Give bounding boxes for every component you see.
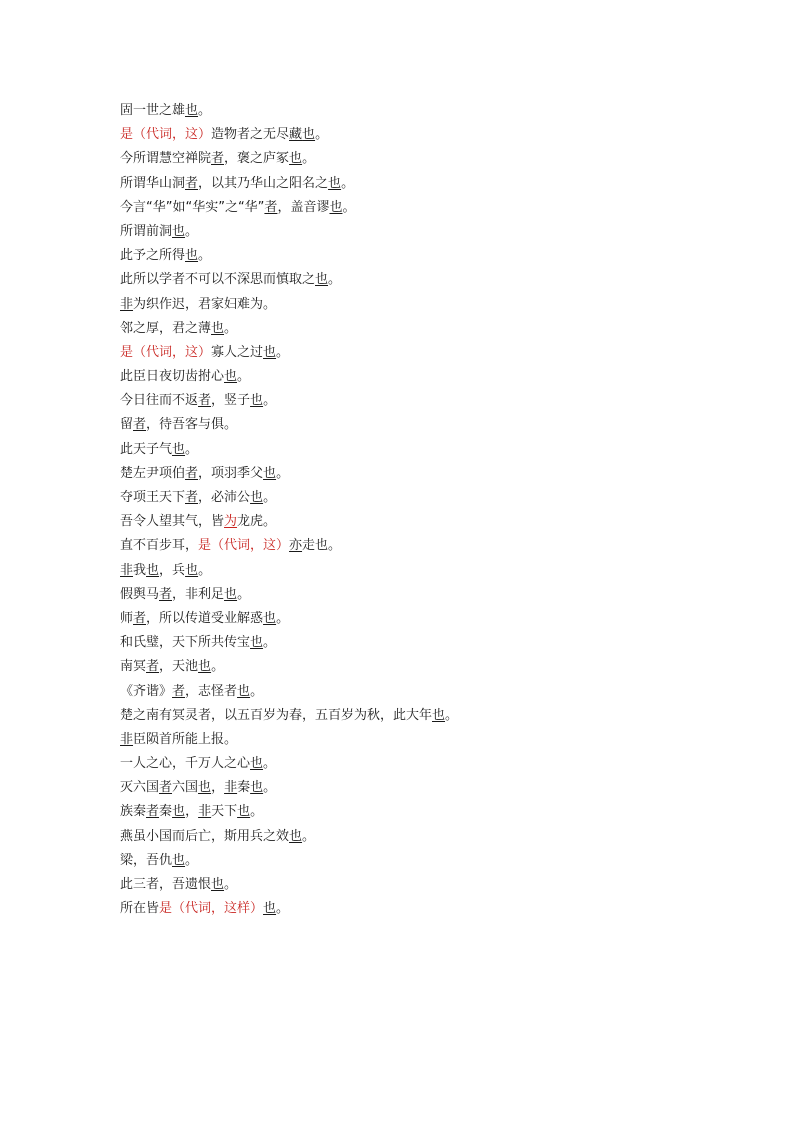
underlined-word: 也 — [237, 683, 251, 699]
sentence-text: 。 — [341, 175, 355, 191]
underlined-word: 也 — [250, 756, 264, 772]
sentence-text: 。 — [224, 877, 238, 892]
sentence-line — [120, 873, 458, 897]
underlined-word: 也 — [329, 199, 343, 215]
sentence-line — [120, 825, 458, 849]
sentence-text: 此三者，吾遗恨 — [120, 877, 212, 892]
underlined-word: 也 — [237, 804, 251, 820]
sentence-line — [120, 583, 458, 607]
underlined-word: 也 — [198, 780, 212, 796]
sentence-text: 楚左尹项伯 — [120, 465, 186, 481]
sentence-line — [120, 776, 458, 800]
sentence-line — [120, 849, 458, 873]
underlined-word: 非 — [224, 780, 238, 796]
underlined-word: 也 — [172, 804, 186, 820]
sentence-text: 。 — [263, 756, 277, 772]
sentence-text: 所谓华山洞 — [120, 175, 186, 191]
underlined-word: 者 — [146, 804, 160, 820]
underlined-word: 非 — [120, 562, 134, 578]
sentence-line — [120, 607, 458, 631]
sentence-text: 留 — [120, 417, 134, 433]
sentence-text: 师 — [120, 610, 134, 626]
annotation-text: 是（代词，这） — [120, 127, 212, 143]
sentence-line — [120, 510, 458, 534]
underlined-word: 也 — [432, 707, 446, 723]
annotation-text: 是（代词，这） — [198, 538, 290, 554]
sentence-text: 为织作迟，君家妇难为。 — [133, 296, 277, 312]
sentence-text: 。 — [250, 804, 264, 820]
underlined-word: 也 — [185, 248, 199, 264]
sentence-text: ，盖音谬 — [277, 199, 330, 215]
sentence-line — [120, 317, 458, 341]
sentence-text: 。 — [237, 369, 251, 385]
sentence-text: ，以其乃华山之阳名之 — [198, 175, 329, 191]
annotation-text: 为 — [224, 514, 238, 530]
sentence-line — [120, 486, 458, 510]
sentence-line — [120, 268, 458, 292]
sentence-line — [120, 220, 458, 244]
underlined-word: 者 — [198, 393, 212, 409]
sentence-text: 。 — [237, 586, 251, 602]
sentence-line — [120, 534, 458, 558]
underlined-word: 也 — [185, 103, 199, 118]
underlined-word: 亦 — [289, 538, 303, 554]
sentence-line — [120, 897, 458, 921]
sentence-text: 。 — [263, 780, 277, 796]
sentence-line — [120, 244, 458, 268]
sentence-text: ，兵 — [159, 562, 186, 578]
sentence-text: 。 — [276, 465, 290, 481]
underlined-word: 也 — [250, 490, 264, 505]
underlined-word: 也 — [146, 562, 160, 578]
underlined-word: 也 — [289, 828, 303, 844]
underlined-word: 也 — [302, 127, 316, 143]
sentence-text: 。 — [198, 103, 212, 118]
sentence-text: 秦 — [237, 780, 251, 796]
sentence-text: 。 — [185, 852, 199, 868]
sentence-text: ，项羽季父 — [198, 465, 264, 481]
sentence-text: 今所谓慧空禅院 — [120, 151, 212, 167]
sentence-text: 。 — [185, 223, 199, 239]
sentence-line — [120, 365, 458, 389]
sentence-line — [120, 559, 458, 583]
sentence-text: 天下 — [211, 804, 238, 820]
sentence-text: 。 — [263, 393, 277, 409]
sentence-text: 我 — [133, 562, 147, 578]
underlined-word: 者 — [211, 151, 225, 167]
underlined-word: 也 — [224, 586, 238, 602]
underlined-word: 也 — [172, 441, 186, 457]
sentence-text: 此予之所得 — [120, 248, 186, 264]
underlined-word: 也 — [250, 393, 264, 409]
sentence-text: ，志怪者 — [185, 683, 238, 699]
sentence-text: ，褒之庐冢 — [224, 151, 290, 167]
sentence-text: 寡人之过 — [211, 344, 264, 360]
sentence-text: 南冥 — [120, 659, 147, 675]
sentence-line — [120, 389, 458, 413]
sentence-line — [120, 655, 458, 679]
sentence-line — [120, 728, 458, 752]
underlined-word: 者 — [146, 659, 160, 675]
sentence-text: 。 — [198, 562, 212, 578]
underlined-word: 也 — [198, 659, 212, 675]
sentence-text: 直不百步耳， — [120, 538, 199, 554]
underlined-word: 也 — [185, 562, 199, 578]
sentence-line — [120, 413, 458, 437]
underlined-word: 也 — [328, 175, 342, 191]
sentence-text: 。 — [263, 635, 277, 651]
sentence-line — [120, 99, 458, 123]
underlined-word: 者 — [159, 586, 173, 602]
sentence-text: 此所以学者不可以不深思而慎取之 — [120, 272, 316, 288]
sentence-text: 臣陨首所能上报。 — [133, 731, 238, 747]
underlined-word: 也 — [250, 635, 264, 651]
sentence-text: 造物者之无尽 — [211, 127, 290, 143]
sentence-text: ， — [185, 804, 199, 820]
sentence-text: 邻之厚，君之薄 — [120, 320, 212, 336]
sentence-text: 和氏璧，天下所共传宝 — [120, 635, 251, 651]
sentence-line — [120, 680, 458, 704]
sentence-text: 此臣日夜切齿拊心 — [120, 369, 225, 385]
sentence-line — [120, 172, 458, 196]
sentence-text: 固一世之雄 — [120, 103, 186, 118]
underlined-word: 者 — [172, 683, 186, 699]
sentence-line — [120, 293, 458, 317]
underlined-word: 也 — [263, 465, 277, 481]
sentence-text: 吾令人望其气，皆 — [120, 514, 225, 530]
sentence-line — [120, 438, 458, 462]
sentence-text: 楚之南有冥灵者，以五百岁为春，五百岁为秋，此大年 — [120, 707, 433, 723]
sentence-text: 。 — [224, 320, 238, 336]
sentence-text: 。 — [315, 127, 329, 143]
sentence-line — [120, 462, 458, 486]
sentence-text: 灭六国 — [120, 780, 160, 796]
sentence-text: 所在皆 — [120, 901, 160, 917]
underlined-word: 者 — [185, 465, 199, 481]
underlined-word: 也 — [172, 223, 186, 239]
underlined-word: 也 — [315, 272, 329, 288]
sentence-text: 六国 — [172, 780, 199, 796]
sentence-text: 。 — [342, 199, 356, 215]
underlined-word: 也 — [172, 852, 186, 868]
sentence-text: 。 — [276, 344, 290, 360]
sentence-text: 。 — [211, 659, 225, 675]
underlined-word: 非 — [120, 296, 134, 312]
sentence-text: 。 — [302, 151, 316, 167]
sentence-text: 。 — [276, 610, 290, 626]
sentence-text: 。 — [328, 272, 342, 288]
underlined-word: 者 — [185, 175, 199, 191]
sentence-line — [120, 123, 458, 147]
sentence-text: ， — [211, 780, 225, 796]
sentence-text: 秦 — [159, 804, 173, 820]
underlined-word: 者 — [264, 199, 278, 215]
sentence-text: 。 — [198, 248, 212, 264]
sentence-text: ，竖子 — [211, 393, 251, 409]
sentence-text: 今日往而不返 — [120, 393, 199, 409]
sentence-text: ，所以传道受业解惑 — [146, 610, 264, 626]
sentence-text: 。 — [250, 683, 264, 699]
sentence-text: 假舆马 — [120, 586, 160, 602]
underlined-word: 也 — [211, 877, 225, 892]
sentence-text: 。 — [302, 828, 316, 844]
sentence-text: 。 — [445, 707, 459, 723]
annotation-text: 是（代词，这） — [120, 344, 212, 360]
underlined-word: 者 — [133, 610, 147, 626]
sentence-text: 。 — [276, 901, 290, 917]
underlined-word: 也 — [263, 901, 277, 917]
sentence-line — [120, 147, 458, 171]
underlined-word: 也 — [289, 151, 303, 167]
underlined-word: 也 — [263, 344, 277, 360]
sentence-text: 。 — [185, 441, 199, 457]
underlined-word: 藏 — [289, 127, 303, 143]
underlined-word: 者 — [185, 490, 199, 505]
sentence-text: ，非利足 — [172, 586, 225, 602]
sentence-text: 走也。 — [302, 538, 342, 554]
underlined-word: 非 — [198, 804, 212, 820]
sentence-text: 今言“华”如“华实”之“华” — [120, 199, 265, 215]
sentence-text: 此天子气 — [120, 441, 173, 457]
sentence-list — [120, 99, 458, 921]
sentence-text: 一人之心，千万人之心 — [120, 756, 251, 772]
underlined-word: 也 — [211, 320, 225, 336]
underlined-word: 也 — [224, 369, 238, 385]
sentence-text: 梁，吾仇 — [120, 852, 173, 868]
sentence-text: 龙虎。 — [237, 514, 277, 530]
sentence-line — [120, 631, 458, 655]
sentence-line — [120, 341, 458, 365]
sentence-text: 燕虽小国而后亡，斯用兵之效 — [120, 828, 290, 844]
underlined-word: 者 — [133, 417, 147, 433]
underlined-word: 非 — [120, 731, 134, 747]
sentence-line — [120, 752, 458, 776]
sentence-text: 族秦 — [120, 804, 147, 820]
underlined-word: 也 — [250, 780, 264, 796]
underlined-word: 也 — [263, 610, 277, 626]
sentence-text: ，待吾客与俱。 — [146, 417, 238, 433]
sentence-text: 。 — [263, 490, 277, 505]
sentence-text: 所谓前洞 — [120, 223, 173, 239]
sentence-text: 夺项王天下 — [120, 490, 186, 505]
sentence-text: ，必沛公 — [198, 490, 251, 505]
sentence-text: ，天池 — [159, 659, 199, 675]
sentence-line — [120, 704, 458, 728]
underlined-word: 者 — [159, 780, 173, 796]
sentence-text: 《齐谐》 — [120, 683, 173, 699]
annotation-text: 是（代词，这样） — [159, 901, 264, 917]
sentence-line — [120, 196, 458, 220]
sentence-line — [120, 800, 458, 824]
